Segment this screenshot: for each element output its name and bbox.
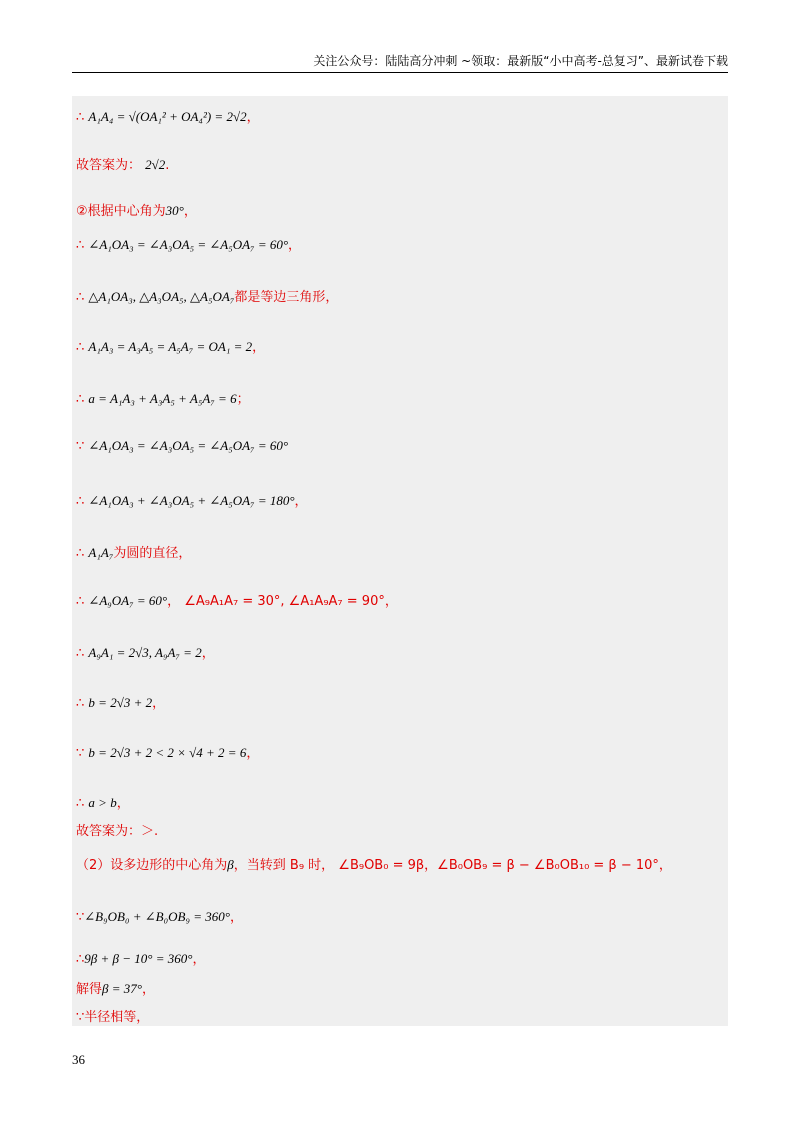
solution-line: ∴ A₁A₃ = A₃A₅ = A₅A₇ = OA₁ = 2， bbox=[76, 339, 266, 355]
solution-line: ∴ ∠A₁OA₃ = ∠A₃OA₅ = ∠A₅OA₇ = 60°， bbox=[76, 237, 302, 253]
solution-line: ∴ a = A₁A₃ + A₃A₅ + A₅A₇ = 6； bbox=[76, 391, 250, 407]
solution-line: 故答案为：＞. bbox=[76, 824, 159, 839]
solution-line: ∴ a > b， bbox=[76, 795, 130, 811]
solution-line: ∴ A₁A₄ = √(OA₁² + OA₄²) = 2√2， bbox=[76, 109, 260, 125]
page-header bbox=[72, 52, 728, 73]
solution-line: ∴ ∠A₉OA₇ = 60°， ∠A₉A₁A₇ = 30°, ∠A₁A₉A₇ = 90°， bbox=[76, 593, 398, 609]
header-text: 关注公众号：陆陆高分冲刺 ~领取：最新版“小中高考-总复习”、最新试卷下载 bbox=[313, 54, 728, 68]
solution-line: ∴ △A₁OA₃, △A₃OA₅, △A₅OA₇都是等边三角形， bbox=[76, 289, 339, 305]
solution-line: ∵半径相等， bbox=[76, 1010, 150, 1025]
solution-line: ∴ b = 2√3 + 2， bbox=[76, 695, 166, 711]
solution-line: 故答案为： 2√2. bbox=[76, 157, 170, 173]
solution-line: ∴ ∠A₁OA₃ + ∠A₃OA₅ + ∠A₅OA₇ = 180°， bbox=[76, 493, 308, 509]
solution-line: ∴ A₁A₇为圆的直径， bbox=[76, 545, 192, 561]
solution-line: ∵∠B₉OB₀ + ∠B₀OB₉ = 360°， bbox=[76, 909, 243, 925]
solution-block bbox=[72, 96, 728, 1026]
solution-line: ②根据中心角为30°， bbox=[76, 203, 197, 219]
solution-line: ∵ ∠A₁OA₃ = ∠A₃OA₅ = ∠A₅OA₇ = 60° bbox=[76, 438, 289, 454]
solution-line: （2）设多边形的中心角为β，当转到 B₉ 时， ∠B₉OB₀ = 9β，∠B₀OB₉ = β − ∠B₀OB₁₀ = β − 10°， bbox=[76, 857, 672, 873]
page-number: 36 bbox=[72, 1052, 85, 1067]
solution-line: ∴9β + β − 10° = 360°， bbox=[76, 951, 206, 967]
solution-line: ∴ A₉A₁ = 2√3, A₉A₇ = 2， bbox=[76, 645, 215, 661]
solution-line: 解得β = 37°， bbox=[76, 981, 155, 997]
solution-line: ∵ b = 2√3 + 2 < 2 × √4 + 2 = 6， bbox=[76, 745, 260, 761]
